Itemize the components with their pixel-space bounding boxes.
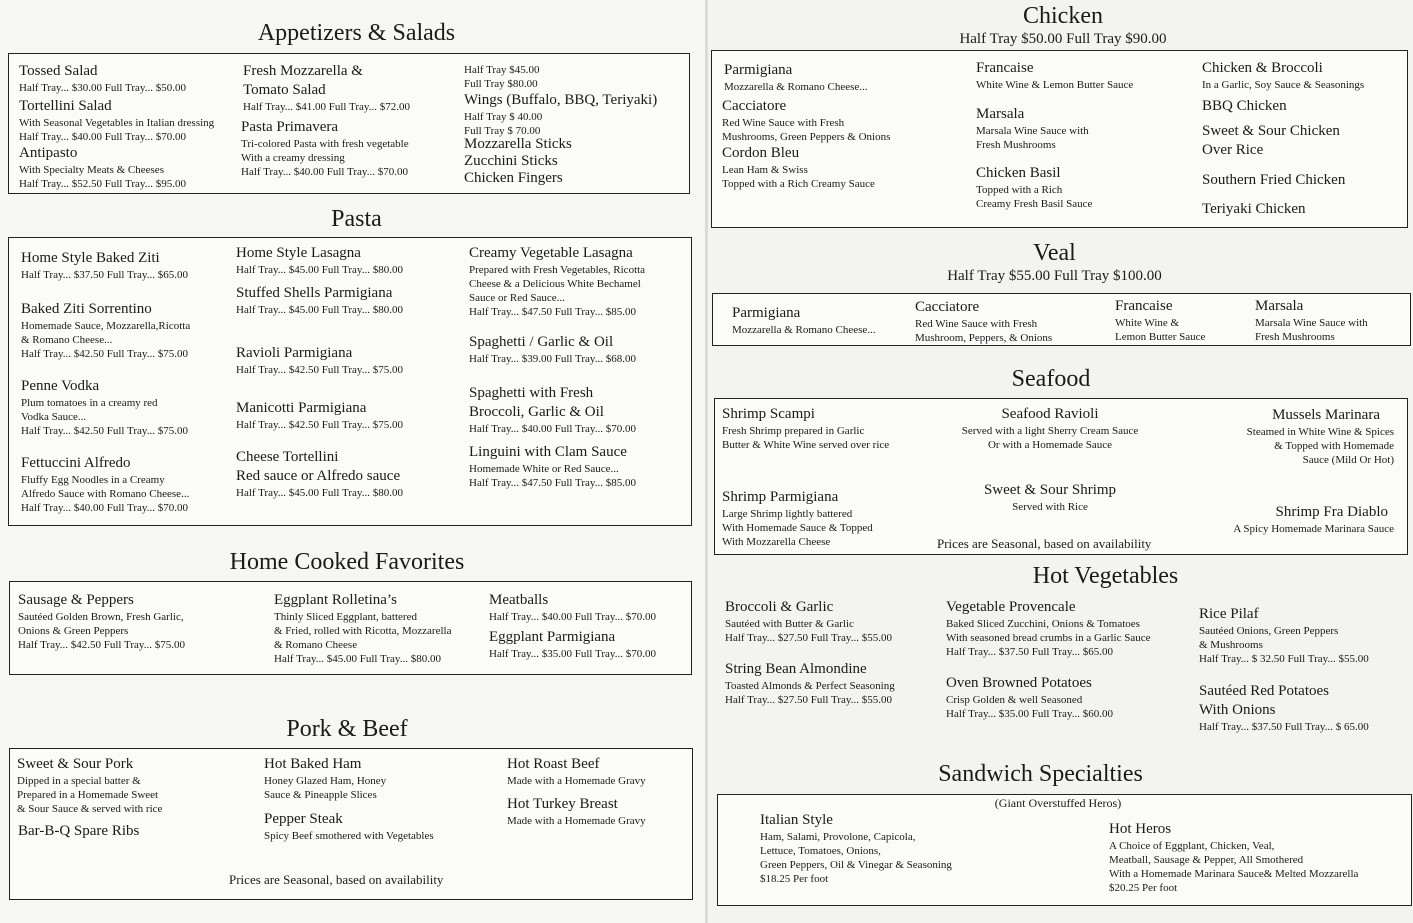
menu-item: Shrimp Fra Diablo A Spicy Homemade Marinara Sauce [1233, 504, 1394, 535]
menu-item: Shrimp Parmigiana Large Shrimp lightly battered With Homemade Sauce & Topped With Mozzarella Cheese [722, 489, 873, 548]
menu-item: Sweet & Sour Chicken Over Rice [1202, 123, 1340, 158]
menu-item: Teriyaki Chicken [1202, 201, 1306, 217]
menu-item: Home Style Baked Ziti Half Tray... $37.50 Full Tray... $65.00 [21, 250, 188, 281]
menu-item: Eggplant Rolletina’s Thinly Sliced Eggplant, battered & Fried, rolled with Ricotta, Mozzarella & Romano Cheese Half Tray... $45.00 Full Tray... $80.00 [274, 592, 452, 665]
menu-item: Seafood Ravioli Served with a light Sherry Cream Sauce Or with a Homemade Sauce [961, 406, 1139, 451]
menu-item: Rice Pilaf Sautéed Onions, Green Peppers & Mushrooms Half Tray... $ 32.50 Full Tray... $55.00 [1199, 606, 1369, 665]
menu-item: Sweet & Sour Shrimp Served with Rice [983, 482, 1117, 513]
menu-item: Cordon Bleu Lean Ham & Swiss Topped with a Rich Creamy Sauce [722, 145, 875, 190]
menu-item: Hot Turkey Breast Made with a Homemade Gravy [507, 796, 646, 827]
menu-item: Marsala Marsala Wine Sauce with Fresh Mushrooms [976, 106, 1089, 151]
veal-price: Half Tray $55.00 Full Tray $100.00 [947, 268, 1162, 284]
menu-item: Eggplant Parmigiana Half Tray... $35.00 Full Tray... $70.00 [489, 629, 656, 660]
menu-item: Chicken & Broccoli In a Garlic, Soy Sauce & Seasonings [1202, 60, 1365, 91]
menu-item: Southern Fried Chicken [1202, 172, 1346, 188]
menu-item: Linguini with Clam Sauce Homemade White or Red Sauce... Half Tray... $47.50 Full Tray... $85.00 [469, 444, 636, 489]
pricing-note: Prices are Seasonal, based on availability [937, 536, 1152, 551]
menu-item: Home Style Lasagna Half Tray... $45.00 Full Tray... $80.00 [236, 245, 403, 276]
menu-item: Francaise White Wine & Lemon Butter Sauce [1115, 298, 1206, 343]
hot-vegetables-title: Hot Vegetables [1032, 563, 1179, 589]
pricing-note: Prices are Seasonal, based on availability [229, 872, 444, 887]
menu-item: Baked Ziti Sorrentino Homemade Sauce, Mozzarella,Ricotta & Romano Cheese... Half Tray... $42.50 Full Tray... $75.00 [21, 301, 191, 360]
menu-item: Tortellini Salad With Seasonal Vegetables in Italian dressing Half Tray... $40.00 Full Tray... $70.00 [19, 98, 215, 143]
menu-item: Fettuccini Alfredo Fluffy Egg Noodles in a Creamy Alfredo Sauce with Romano Cheese... Half Tray... $40.00 Full Tray... $70.00 [21, 455, 190, 514]
menu-item: Ravioli Parmigiana Half Tray... $42.50 Full Tray... $75.00 [236, 345, 403, 376]
menu-item: Italian Style Ham, Salami, Provolone, Capicola, Lettuce, Tomatoes, Onions, Green Peppers, Oil & Vinegar & Seasoning $18.25 Per foot [760, 812, 952, 885]
menu-item: Parmigiana Mozzarella & Romano Cheese... [732, 305, 876, 336]
menu-item: Mussels Marinara Steamed in White Wine & Spices & Topped with Homemade Sauce (Mild Or Hot) [1246, 407, 1394, 466]
pork-beef-title: Pork & Beef [286, 716, 408, 742]
menu-item: Cheese Tortellini Red sauce or Alfredo sauce Half Tray... $45.00 Full Tray... $80.00 [236, 449, 403, 499]
menu-item: Parmigiana Mozzarella & Romano Cheese... [724, 62, 868, 93]
menu-item-prices: Half Tray $45.00 Full Tray $80.00 [464, 64, 540, 90]
menu-item: Zucchini Sticks [464, 153, 558, 169]
menu-item: Mozzarella Sticks [464, 136, 572, 152]
menu-item: Bar-B-Q Spare Ribs [18, 823, 140, 839]
right-menu-page [708, 0, 1413, 923]
menu-item: Wings (Buffalo, BBQ, Teriyaki) Half Tray $ 40.00 Full Tray $ 70.00 [464, 92, 658, 137]
appetizers-title: Appetizers & Salads [257, 20, 456, 46]
menu-item: Broccoli & Garlic Sautéed with Butter & Garlic Half Tray... $27.50 Full Tray... $55.00 [725, 599, 892, 644]
menu-item: Sautéed Red Potatoes With Onions Half Tray... $37.50 Full Tray... $ 65.00 [1199, 683, 1369, 733]
menu-item: Pepper Steak Spicy Beef smothered with Vegetables [264, 811, 434, 842]
menu-item: Manicotti Parmigiana Half Tray... $42.50 Full Tray... $75.00 [236, 400, 403, 431]
menu-item: Creamy Vegetable Lasagna Prepared with Fresh Vegetables, Ricotta Cheese & a Delicious White Bechamel Sauce or Red Sauce... Half Tray... $47.50 Full Tray... $85.00 [469, 245, 646, 318]
menu-item: Marsala Marsala Wine Sauce with Fresh Mushrooms [1255, 298, 1368, 343]
sandwich-subtitle: (Giant Overstuffed Heros) [994, 796, 1122, 810]
menu-item: Hot Baked Ham Honey Glazed Ham, Honey Sauce & Pineapple Slices [264, 756, 387, 801]
menu-item: Antipasto With Specialty Meats & Cheeses Half Tray... $52.50 Full Tray... $95.00 [19, 145, 186, 190]
menu-item: Chicken Basil Topped with a Rich Creamy Fresh Basil Sauce [976, 165, 1093, 210]
veal-title: Veal [1033, 240, 1076, 266]
left-menu-page [0, 0, 705, 923]
menu-item: Sweet & Sour Pork Dipped in a special batter & Prepared in a Homemade Sweet & Sour Sauce & served with rice [17, 756, 163, 815]
menu-item: Francaise White Wine & Lemon Butter Sauce [976, 60, 1134, 91]
menu-item: String Bean Almondine Toasted Almonds & Perfect Seasoning Half Tray... $27.50 Full Tray... $55.00 [725, 661, 895, 706]
menu-item: Vegetable Provencale Baked Sliced Zucchini, Onions & Tomatoes With seasoned bread crumbs in a Garlic Sauce Half Tray... $37.50 Full Tray... $65.00 [946, 599, 1151, 658]
menu-item: Shrimp Scampi Fresh Shrimp prepared in Garlic Butter & White Wine served over rice [722, 406, 890, 451]
menu-item: Fresh Mozzarella & Tomato Salad Half Tray... $41.00 Full Tray... $72.00 [243, 63, 410, 113]
menu-item: Oven Browned Potatoes Crisp Golden & well Seasoned Half Tray... $35.00 Full Tray... $60.00 [946, 675, 1113, 720]
menu-item: Spaghetti / Garlic & Oil Half Tray... $39.00 Full Tray... $68.00 [469, 334, 636, 365]
menu-item: Cacciatore Red Wine Sauce with Fresh Mushroom, Peppers, & Onions [915, 299, 1053, 344]
menu-item: Sausage & Peppers Sautéed Golden Brown, Fresh Garlic, Onions & Green Peppers Half Tray... $42.50 Full Tray... $75.00 [18, 592, 185, 651]
menu-item: Chicken Fingers [464, 170, 563, 186]
chicken-title: Chicken [1023, 3, 1103, 29]
menu-item: Hot Roast Beef Made with a Homemade Gravy [507, 756, 646, 787]
menu-item: Stuffed Shells Parmigiana Half Tray... $45.00 Full Tray... $80.00 [236, 285, 403, 316]
menu-item: Hot Heros A Choice of Eggplant, Chicken, Veal, Meatball, Sausage & Pepper, All Smothered With a Homemade Marinara Sauce& Melted Mozzarella $20.25 Per foot [1109, 821, 1359, 894]
menu-item: Pasta Primavera Tri-colored Pasta with fresh vegetable With a creamy dressing Half Tray... $40.00 Full Tray... $70.00 [241, 119, 409, 178]
menu-item: Cacciatore Red Wine Sauce with Fresh Mushrooms, Green Peppers & Onions [722, 98, 891, 143]
chicken-price: Half Tray $50.00 Full Tray $90.00 [959, 31, 1167, 47]
menu-item: Spaghetti with Fresh Broccoli, Garlic & Oil Half Tray... $40.00 Full Tray... $70.00 [469, 385, 636, 435]
menu-item: Meatballs Half Tray... $40.00 Full Tray... $70.00 [489, 592, 656, 623]
seafood-title: Seafood [1011, 366, 1091, 392]
menu-item: BBQ Chicken [1202, 98, 1287, 114]
home-cooked-title: Home Cooked Favorites [229, 549, 465, 575]
sandwich-title: Sandwich Specialties [938, 761, 1143, 787]
pasta-title: Pasta [331, 206, 382, 232]
menu-item: Tossed Salad Half Tray... $30.00 Full Tray... $50.00 [19, 63, 186, 94]
menu-item: Penne Vodka Plum tomatoes in a creamy red Vodka Sauce... Half Tray... $42.50 Full Tray... $75.00 [21, 378, 188, 437]
